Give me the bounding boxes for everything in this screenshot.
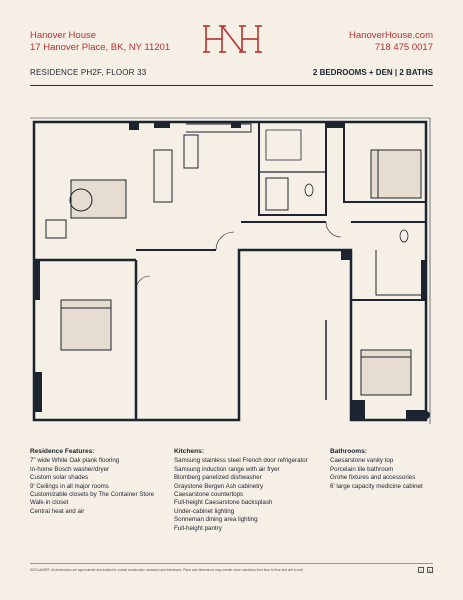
north-arrow-icon [422, 411, 430, 419]
list-item: Blomberg panelized dishwasher [174, 474, 262, 482]
header-divider [30, 85, 433, 86]
list-item: Sonneman dining area lighting [174, 516, 258, 524]
disclaimer-text: DISCLAIMER: All dimensions are approximate and subject to normal construction variances and tolerances. Plans and dimensions may contain minor variations from floor to floor and unit to unit. [30, 568, 304, 572]
legal-icons [418, 567, 433, 573]
kitchen-features-title: Kitchens: [174, 448, 205, 455]
residence-features-title: Residence Features: [30, 448, 95, 455]
list-item: In-home Bosch washer/dryer [30, 465, 110, 473]
list-item: Porcelain tile bathroom [330, 465, 394, 473]
list-item: Samsung stainless steel French door refrigerator [174, 457, 308, 465]
list-item: Full-height Caesarstone backsplash [174, 499, 273, 507]
floor-plan [26, 110, 438, 440]
kitchen-features [174, 448, 324, 533]
list-item: Under-cabinet lighting [174, 507, 235, 515]
building-address: 17 Hanover Place, BK, NY 11201 [30, 42, 171, 53]
website-link[interactable]: HanoverHouse.com [349, 30, 433, 41]
accessibility-icon: ♿ [428, 568, 432, 573]
bathroom-features-title: Bathrooms: [330, 448, 367, 455]
residence-label: RESIDENCE PH2F, FLOOR 33 [30, 68, 147, 77]
list-item: Central heat and air [30, 507, 85, 515]
building-name: Hanover House [30, 30, 97, 41]
list-item: 6' large capacity medicine cabinet [330, 482, 423, 490]
header-right [349, 30, 433, 54]
bathroom-features [330, 448, 440, 491]
list-item: Walk-in closet [30, 499, 69, 507]
list-item: Caesarstone countertops [174, 491, 244, 499]
list-item: 9' Ceilings in all major rooms [30, 482, 109, 490]
residence-features [30, 448, 180, 516]
list-item: Samsung induction range with air fryer [174, 465, 280, 473]
list-item: Custom solar shades [30, 474, 89, 482]
list-item: Graystone Bergen Ash cabinetry [174, 482, 264, 490]
list-item: Customizable closets by The Container Store [30, 491, 155, 499]
footer-divider [30, 563, 433, 564]
residence-layout: 2 BEDROOMS + DEN | 2 BATHS [312, 68, 433, 77]
list-item: 7" wide White Oak plank flooring [30, 457, 120, 465]
list-item: Grohe fixtures and accessories [330, 474, 416, 482]
header-left [30, 30, 170, 54]
hh-monogram-icon [202, 24, 262, 54]
list-item: Caesarstone vanity top [330, 457, 394, 465]
equal-housing-icon: ⌂ [419, 568, 423, 573]
list-item: Full-height pantry [174, 524, 222, 532]
phone-number[interactable]: 718 475 0017 [374, 42, 433, 53]
